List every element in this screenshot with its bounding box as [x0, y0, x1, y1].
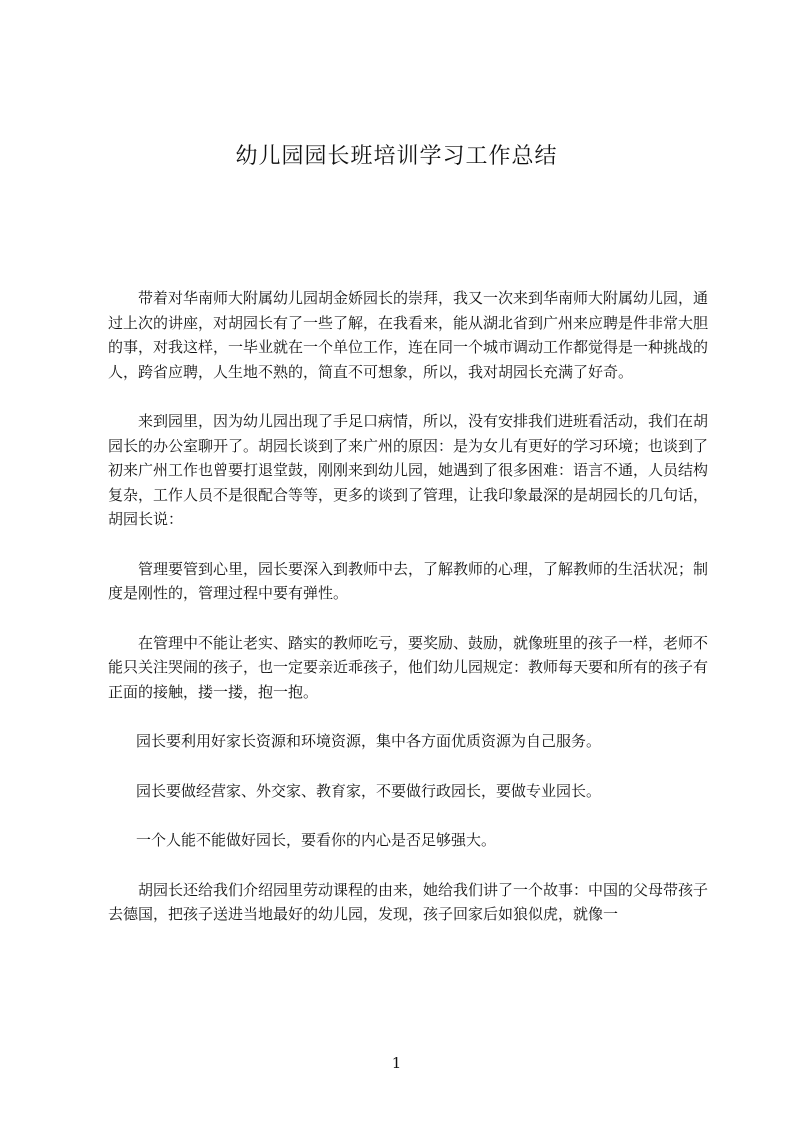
- document-title: 幼儿园园长班培训学习工作总结: [235, 144, 558, 169]
- paragraph: 在管理中不能让老实、踏实的教师吃亏，要奖励、鼓励，就像班里的孩子一样，老师不能只关注哭闹的孩子，也一定要亲近乖孩子，他们幼儿园规定：教师每天要和所有的孩子有正面的接触，搂一搂，抱一抱。: [108, 633, 709, 701]
- document-body: [108, 286, 708, 952]
- paragraph: 来到园里，因为幼儿园出现了手足口病情，所以，没有安排我们进班看活动，我们在胡园长的办公室聊开了。胡园长谈到了来广州的原因：是为女儿有更好的学习环境；也谈到了初来广州工作也曾要打退堂鼓，刚刚来到幼儿园，她遇到了很多困难：语言不通，人员结构复杂，工作人员不是很配合等等，更多的谈到了管理，让我印象最深的是胡园长的几句话，胡园长说：: [108, 412, 709, 528]
- page-number: 1: [391, 1054, 402, 1072]
- paragraph: 园长要做经营家、外交家、教育家，不要做行政园长，要做专业园长。: [136, 781, 602, 800]
- paragraph: 园长要利用好家长资源和环境资源，集中各方面优质资源为自己服务。: [136, 732, 602, 750]
- paragraph: 带着对华南师大附属幼儿园胡金娇园长的崇拜，我又一次来到华南师大附属幼儿园，通过上次的讲座，对胡园长有了一些了解，在我看来，能从湖北省到广州来应聘是件非常大胆的事，对我这样，一毕业就在一个单位工作，连在同一个城市调动工作都觉得是一种挑战的人，跨省应聘，人生地不熟的，简直不可想象，所以，我对胡园长充满了好奇。: [108, 289, 709, 381]
- paragraph: 管理要管到心里，园长要深入到教师中去，了解教师的心理，了解教师的生活状况；制度是刚性的，管理过程中要有弹性。: [108, 559, 709, 602]
- paragraph: 胡园长还给我们介绍园里劳动课程的由来，她给我们讲了一个故事：中国的父母带孩子去德国，把孩子送进当地最好的幼儿园，发现，孩子回家后如狼似虎，就像一: [108, 880, 709, 923]
- paragraph: 一个人能不能做好园长，要看你的内心是否足够强大。: [136, 831, 497, 849]
